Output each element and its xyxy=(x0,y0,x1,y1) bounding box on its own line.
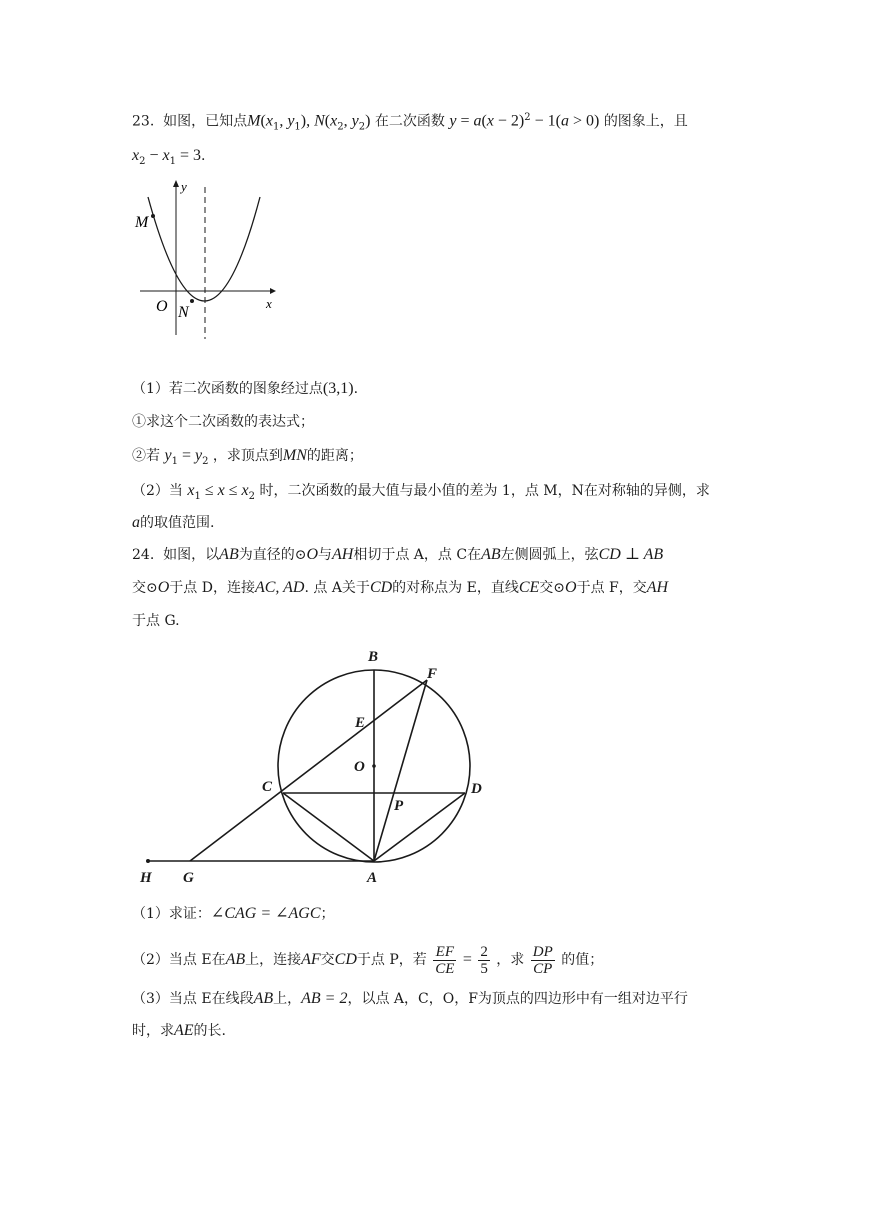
q24-number: 24. xyxy=(132,547,155,563)
label-o: O xyxy=(354,759,365,775)
q23-points: M xyxy=(247,112,261,130)
fraction-ef-ce: $\frac{EF}{CE}$ xyxy=(435,943,455,977)
q24-part2: （2）当点 E在AB上，连接AF交CD于点 P，若 $\frac{EF}{CE}$ = $\frac{2}{5}$ ，求 $\frac{DP}{CP}$ 的值； xyxy=(132,943,604,977)
segment-af xyxy=(374,680,427,861)
q23-line-1: 23. 如图，已知点$M(x_1$, $y_1$), $N(x_2$, $y_2$) 在二次函数 $y = a(x - 2)^2 - 1(a > 0)$ 的图象上，且 xyxy=(132,112,688,133)
label-h: H xyxy=(140,870,152,886)
q23-part2-line2: a的取值范围. xyxy=(132,514,215,531)
x-axis-arrow xyxy=(270,288,276,294)
fraction-dp-cp: $\frac{DP}{CP}$ xyxy=(532,943,553,977)
label-g: G xyxy=(183,870,194,886)
q23-parabola-figure xyxy=(130,175,280,345)
point-m xyxy=(151,214,155,218)
q24-circle-figure xyxy=(135,642,515,892)
q24-line-1: 24. 如图，以AB为直径的⊙O与AH相切于点 A，点 C在AB左侧圆弧上，弦CD ⊥ AB xyxy=(132,546,664,563)
q24-line-3: 于点 G. xyxy=(132,613,180,629)
q23-part1-ii: ②若 $y_1 = y_2$ ，求顶点到MN的距离； xyxy=(132,447,363,467)
label-e: E xyxy=(355,715,366,731)
label-c: C xyxy=(262,779,273,795)
label-o: O xyxy=(156,298,168,315)
q24-part1: （1）求证：∠CAG = ∠AGC； xyxy=(132,905,335,922)
label-x: x xyxy=(266,296,272,311)
label-d: D xyxy=(471,781,482,797)
label-p: P xyxy=(394,798,404,814)
label-y: y xyxy=(181,179,187,194)
q23-part2: （2）当 $x_1 \le x \le x_2$ 时，二次函数的最大值与最小值的差为 1，点 M，N在对称轴的异侧，求 xyxy=(132,482,710,502)
label-n: N xyxy=(178,304,189,321)
point-o xyxy=(372,764,376,768)
label-f: F xyxy=(427,666,438,682)
label-m: M xyxy=(135,214,149,231)
y-axis-arrow xyxy=(173,180,179,187)
point-n xyxy=(190,299,194,303)
label-a: A xyxy=(367,870,378,886)
parabola-curve xyxy=(148,197,260,301)
point-h xyxy=(146,859,150,863)
q23-number: 23. xyxy=(132,113,155,130)
q24-part3-line2: 时，求AE的长. xyxy=(132,1022,226,1039)
label-b: B xyxy=(368,649,379,665)
line-gf xyxy=(190,680,427,861)
q23-function: y xyxy=(449,112,457,130)
q24-line-2: 交⊙O于点 D，连接AC, AD. 点 A关于CD的对称点为 E，直线CE交⊙O于点 F，交AH xyxy=(132,579,669,596)
q24-part3: （3）当点 E在线段AB上，AB = 2，以点 A，C，O，F为顶点的四边形中有一组对边平行 xyxy=(132,990,688,1007)
q23-part1: （1）若二次函数的图象经过点(3,1). xyxy=(132,380,359,397)
q23-part1-i: ①求这个二次函数的表达式； xyxy=(132,414,314,430)
q23-condition: x xyxy=(132,147,140,164)
fraction-2-5: $\frac{2}{5}$ xyxy=(480,943,488,977)
q23-line-2: $x_2 - x_1 = 3$. xyxy=(132,147,206,167)
